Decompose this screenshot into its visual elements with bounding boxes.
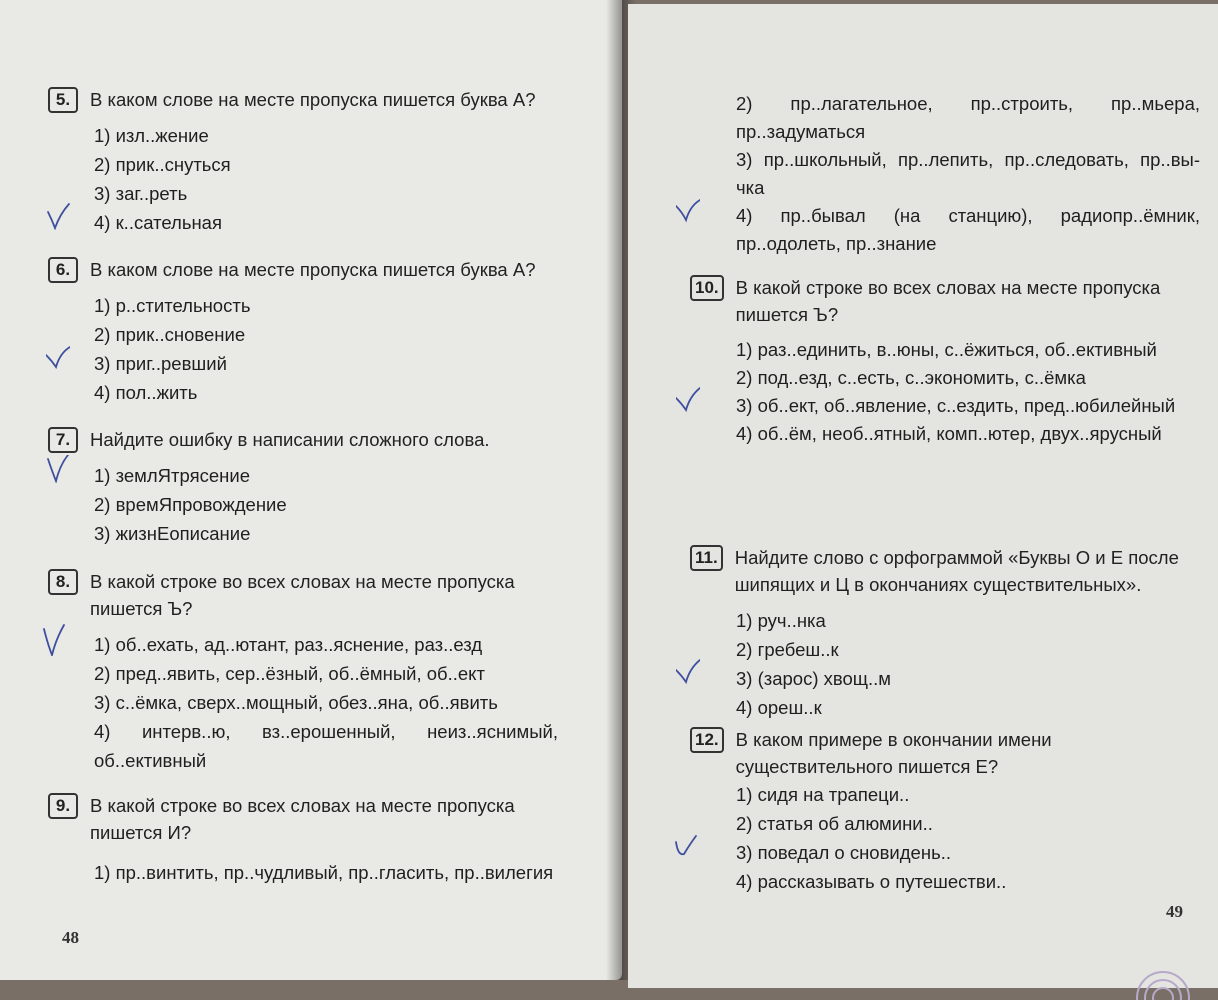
question-text: В каком примере в окончании имени существительного пишется Е? <box>735 729 1052 777</box>
answer-option: 3) заг..реть <box>94 183 188 204</box>
answer-option: 4) пр..бывал (на станцию), радиопр..ёмник, пр..одолеть, пр..знание <box>690 202 1200 258</box>
question-number: 7. <box>48 427 78 453</box>
question-11 <box>690 544 1200 722</box>
answer-option: 1) пр..винтить, пр..чудливый, пр..гласить, пр..вилегия <box>94 862 554 883</box>
pencil-check-icon <box>676 196 700 224</box>
right-page <box>628 4 1218 988</box>
answer-option: 4) рассказывать о путешестви.. <box>736 871 1007 892</box>
question-10 <box>690 274 1200 448</box>
question-12 <box>690 726 1200 896</box>
answer-option: 1) сидя на трапеци.. <box>736 784 910 805</box>
answer-option: 2) пр..лагательное, пр..строить, пр..мьера, пр..задуматься <box>736 93 1200 142</box>
question-number: 12. <box>690 727 724 753</box>
question-text: В какой строке во всех словах на месте пропуска пишется Ъ? <box>90 571 515 619</box>
answer-option: 1) изл..жение <box>94 125 209 146</box>
question-text: В какой строке во всех словах на месте пропуска пишется И? <box>90 795 515 843</box>
question-9 <box>48 792 558 887</box>
question-text: Найдите слово с орфограммой «Буквы О и Е после шипящих и Ц в окончаниях существительных». <box>734 547 1179 595</box>
answer-option: 2) пред..явить, сер..ёзный, об..ёмный, об..ект <box>94 663 485 684</box>
question-text: Найдите ошибку в написании сложного слова. <box>90 429 490 450</box>
pencil-check-icon <box>676 386 700 414</box>
answer-option: 3) с..ёмка, сверх..мощный, обез..яна, об..явить <box>94 692 498 713</box>
question-text: В каком слове на месте пропуска пишется буква А? <box>90 89 536 110</box>
answer-option: 1) раз..единить, в..юны, с..ёжиться, об..ективный <box>736 339 1157 360</box>
answer-option: 3) поведал о сновидень.. <box>690 838 1200 867</box>
answer-option: 1) об..ехать, ад..ютант, раз..яснение, раз..езд <box>48 630 558 659</box>
question-number: 5. <box>48 87 78 113</box>
question-text: В каком слове на месте пропуска пишется буква А? <box>90 259 536 280</box>
answer-option: 2) прик..сновение <box>94 324 246 345</box>
answer-option: 4) к..сательная <box>48 208 558 237</box>
pencil-check-icon <box>46 455 70 483</box>
pencil-check-icon <box>42 622 66 656</box>
answer-option: 2) статья об алюмини.. <box>736 813 933 834</box>
question-number: 9. <box>48 793 78 819</box>
question-5 <box>48 86 558 237</box>
answer-option: 4) пол..жить <box>94 382 198 403</box>
answer-option: 3) (зарос) хвощ..м <box>690 664 1200 693</box>
answer-option: 1) землЯтрясение <box>48 461 558 490</box>
answer-option: 4) об..ём, необ..ятный, комп..ютер, двух..ярусный <box>736 423 1162 444</box>
answer-option: 3) жизнЕописание <box>94 523 251 544</box>
pencil-check-icon <box>674 832 698 860</box>
question-number: 11. <box>690 545 723 571</box>
answer-option: 4) ореш..к <box>736 697 822 718</box>
question-number: 10. <box>690 275 724 301</box>
answer-option: 2) времЯпровождение <box>94 494 287 515</box>
pencil-check-icon <box>46 343 70 371</box>
answer-option: 3) пр..школьный, пр..лепить, пр..следовать, пр..вы-чка <box>736 149 1200 198</box>
pencil-check-icon <box>676 658 700 686</box>
pencil-check-icon <box>46 202 70 230</box>
question-6 <box>48 256 558 407</box>
answer-option: 4) интерв..ю, вз..ерошенный, неиз..яснимый, об..ективный <box>94 721 558 771</box>
question-text: В какой строке во всех словах на месте пропуска пишется Ъ? <box>735 277 1161 325</box>
page-number: 48 <box>62 928 79 947</box>
question-number: 8. <box>48 569 78 595</box>
tablecloth-pattern-decoration <box>1108 950 1218 1000</box>
answer-option: 3) об..ект, об..явление, с..ездить, пред..юбилейный <box>690 392 1200 420</box>
question-8 <box>48 568 558 775</box>
page-number: 49 <box>1166 902 1183 921</box>
answer-option: 3) приг..ревший <box>48 349 558 378</box>
question-9-continued <box>690 90 1200 258</box>
answer-option: 1) р..стительность <box>94 295 251 316</box>
question-7 <box>48 426 558 548</box>
answer-option: 2) прик..снуться <box>94 154 231 175</box>
answer-option: 2) гребеш..к <box>736 639 839 660</box>
answer-option: 2) под..езд, с..есть, с..экономить, с..ёмка <box>736 367 1086 388</box>
answer-option: 1) руч..нка <box>736 610 826 631</box>
question-number: 6. <box>48 257 78 283</box>
